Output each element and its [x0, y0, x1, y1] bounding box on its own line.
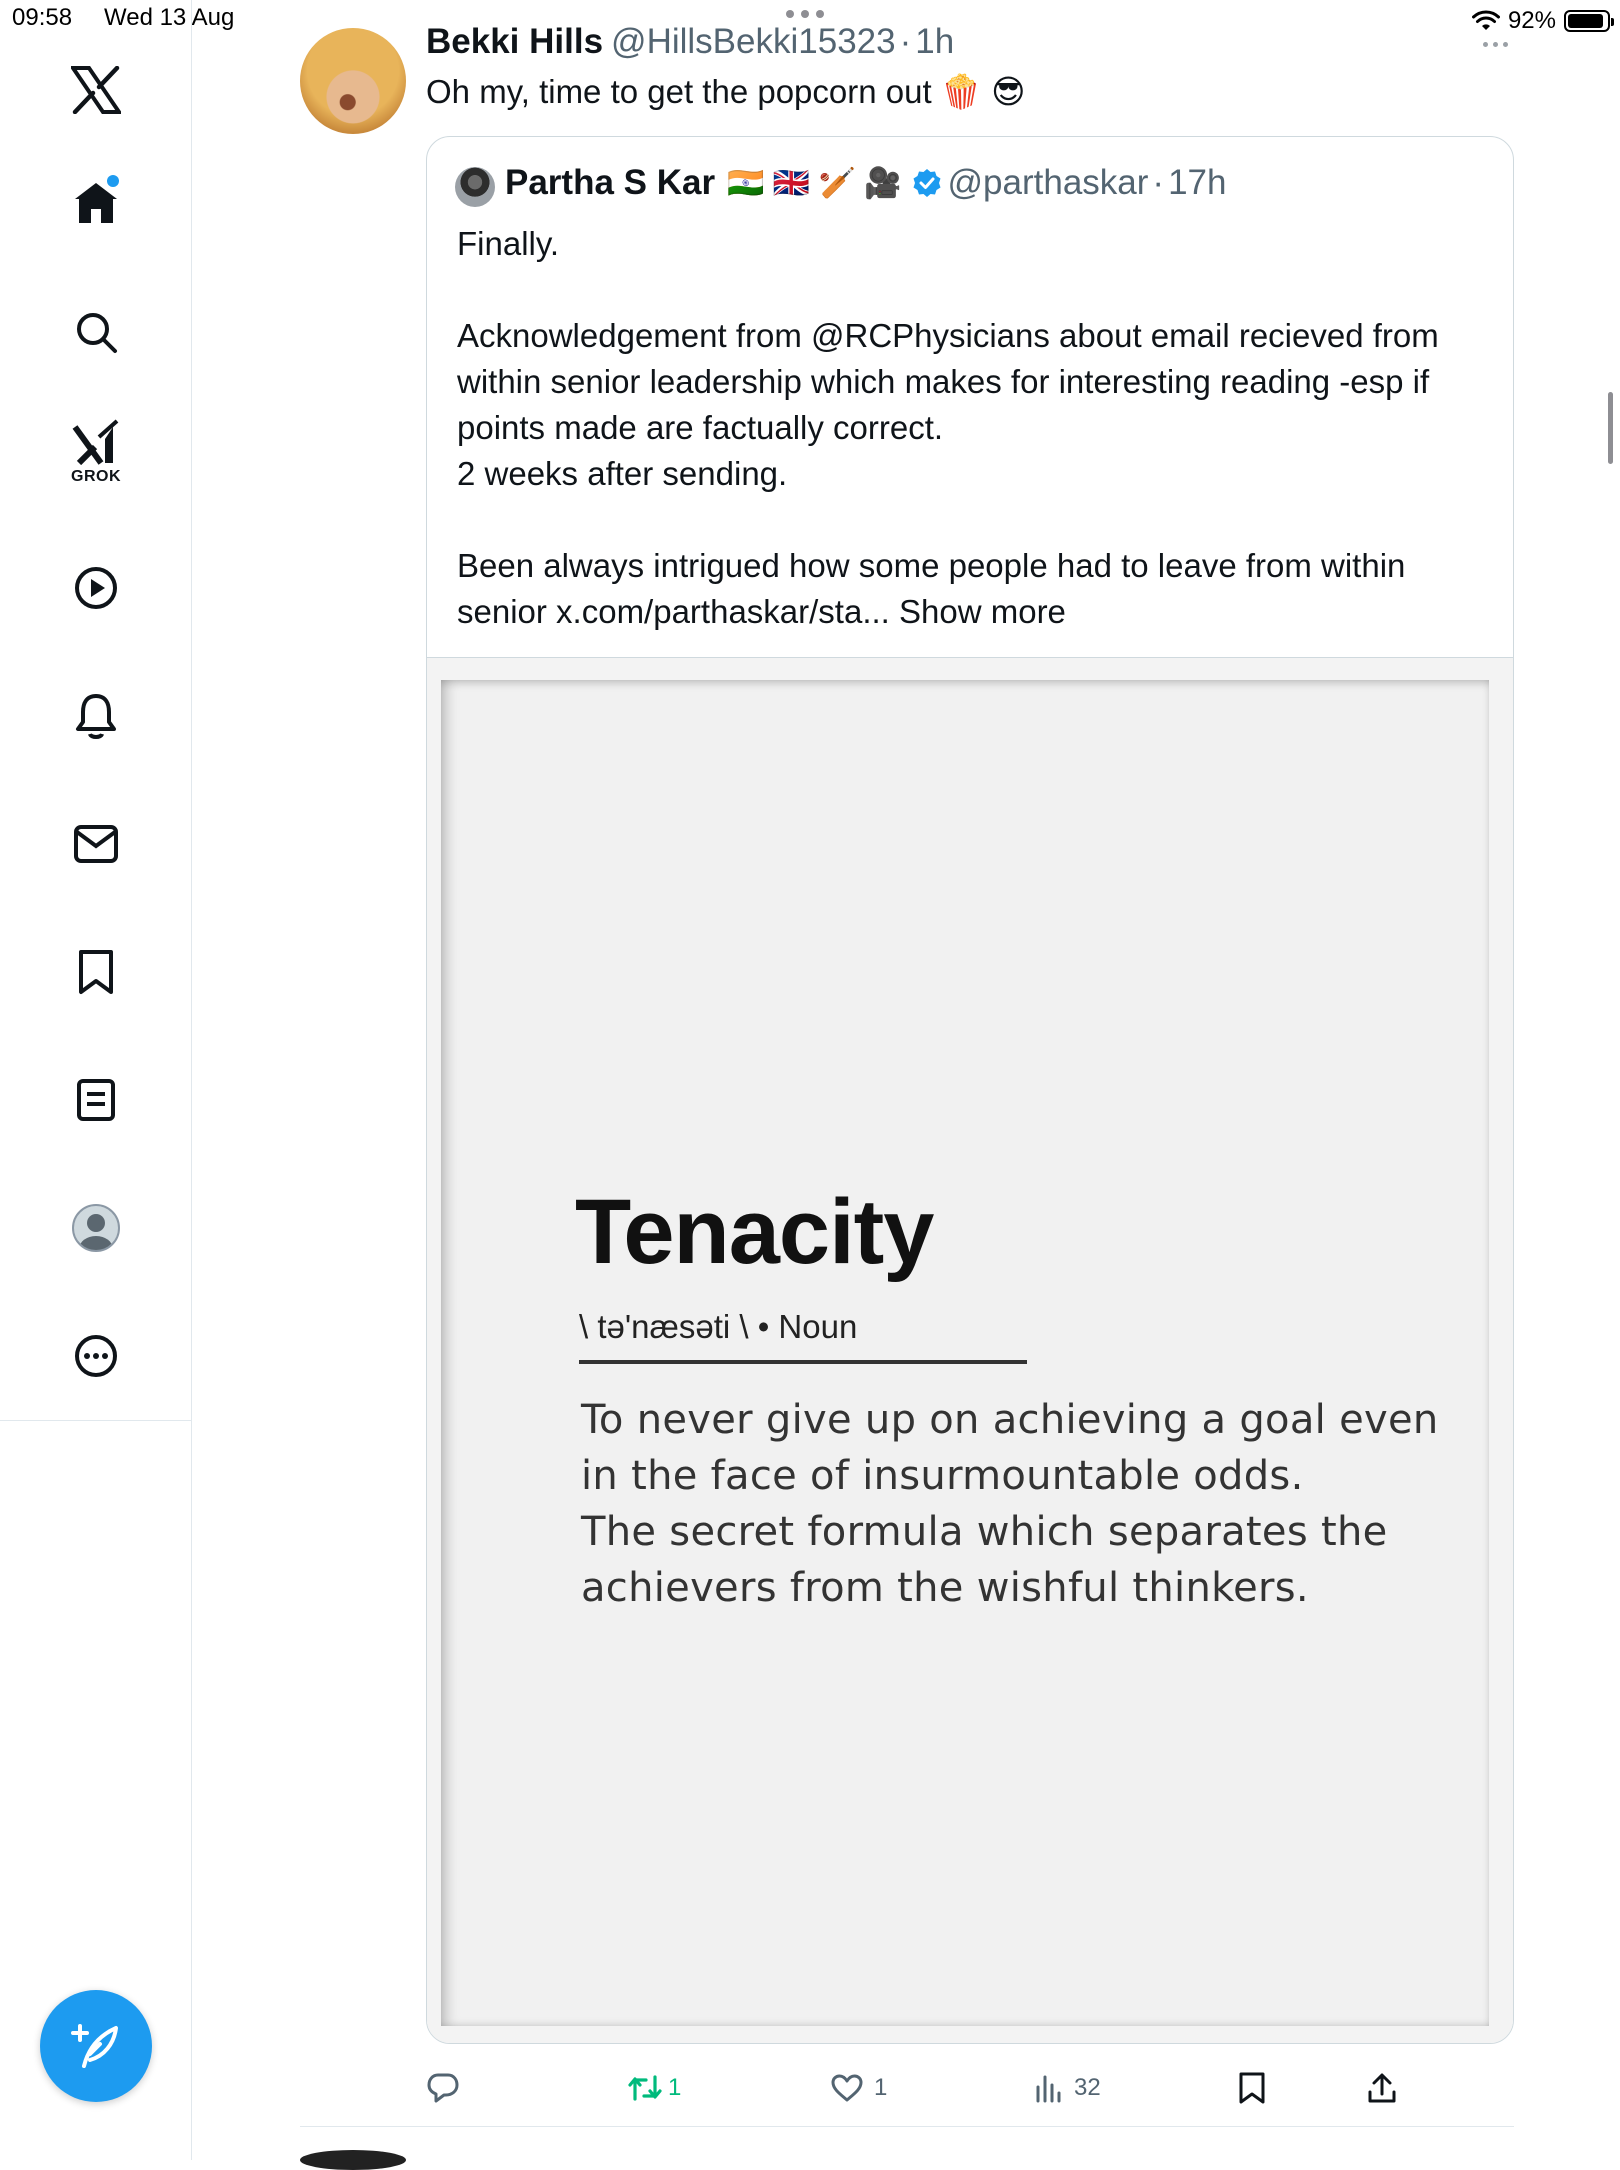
- quoted-tweet[interactable]: [426, 136, 1514, 2044]
- quoted-author-name-emojis: 🇮🇳 🇬🇧 🏏 🎥: [727, 166, 902, 200]
- bookmark-icon: [1238, 2071, 1266, 2105]
- retweet-icon: [626, 2073, 664, 2103]
- like-button[interactable]: [830, 2066, 887, 2110]
- retweet-count: 1: [668, 2074, 682, 2101]
- views-button[interactable]: [1034, 2066, 1101, 2110]
- search-icon[interactable]: [56, 292, 136, 372]
- heart-icon: [830, 2073, 864, 2103]
- poster-phonetic: \ tə'næsəti \ • Noun: [579, 1308, 858, 1345]
- multitasking-dots[interactable]: [786, 10, 824, 18]
- quoted-author-name[interactable]: Partha S Kar: [505, 163, 716, 202]
- tweet-divider: [300, 2126, 1514, 2127]
- quoted-line: points made are factually correct.: [457, 409, 944, 446]
- verified-badge-icon: [912, 168, 942, 198]
- x-logo-icon[interactable]: [56, 50, 136, 130]
- views-count: 32: [1074, 2074, 1101, 2101]
- grok-label: GROK: [71, 468, 121, 485]
- tenacity-poster: [441, 680, 1489, 2026]
- tweet-author-avatar[interactable]: [300, 28, 406, 134]
- poster-definition-line: achievers from the wishful thinkers.: [581, 1565, 1309, 1611]
- status-date: Wed 13 Aug: [104, 4, 235, 31]
- tweet-header: [426, 22, 954, 62]
- quoted-author-avatar[interactable]: [455, 167, 495, 207]
- status-indicators: [1472, 4, 1610, 38]
- scroll-indicator[interactable]: [1608, 392, 1613, 464]
- home-unread-badge: [107, 175, 119, 187]
- poster-word: Tenacity: [575, 1181, 934, 1283]
- messages-icon[interactable]: [56, 804, 136, 884]
- poster-definition-line: in the face of insurmountable odds.: [581, 1453, 1304, 1499]
- sidebar-divider: [0, 1420, 192, 1421]
- status-time: 09:58: [12, 4, 73, 31]
- quoted-line: Acknowledgement from @RCPhysicians about email recieved from: [457, 317, 1439, 354]
- quoted-time[interactable]: 17h: [1168, 163, 1227, 202]
- retweet-button[interactable]: [626, 2066, 681, 2110]
- quoted-tweet-text: [457, 221, 1487, 635]
- lists-icon[interactable]: [56, 1060, 136, 1140]
- window-options-dots[interactable]: [1483, 42, 1508, 47]
- tweet-author-handle[interactable]: @HillsBekki15323: [611, 22, 896, 61]
- tweet-text: Oh my, time to get the popcorn out 🍿 😎: [426, 73, 1026, 110]
- share-button[interactable]: [1366, 2066, 1398, 2110]
- compose-post-icon: [70, 2020, 122, 2072]
- poster-divider: [579, 1360, 1027, 1364]
- notifications-icon[interactable]: [56, 676, 136, 756]
- video-icon[interactable]: [56, 548, 136, 628]
- like-count: 1: [874, 2074, 888, 2101]
- bookmark-button[interactable]: [1238, 2066, 1266, 2110]
- more-icon[interactable]: [56, 1316, 136, 1396]
- battery-icon: [1564, 10, 1610, 32]
- views-chart-icon: [1034, 2073, 1064, 2103]
- quoted-tweet-header: [505, 163, 1226, 203]
- quoted-line-show-more[interactable]: senior x.com/parthaskar/sta... Show more: [457, 593, 1066, 630]
- poster-definition-line: To never give up on achieving a goal even: [581, 1397, 1439, 1443]
- battery-percent: 92%: [1507, 7, 1556, 34]
- poster-definition-line: The secret formula which separates the: [581, 1509, 1388, 1555]
- poster-definition: [581, 1392, 1439, 1616]
- quoted-separator: ·: [1152, 163, 1165, 202]
- tweet-time[interactable]: 1h: [915, 22, 955, 61]
- reply-button[interactable]: [426, 2066, 470, 2110]
- wifi-icon: [1472, 10, 1500, 32]
- compose-post-button[interactable]: [40, 1990, 152, 2102]
- grok-icon[interactable]: [56, 412, 136, 492]
- next-tweet-avatar[interactable]: [300, 2150, 406, 2170]
- quoted-line: 2 weeks after sending.: [457, 455, 788, 492]
- quoted-line: within senior leadership which makes for interesting reading -esp if: [457, 363, 1430, 400]
- tweet-author-name[interactable]: Bekki Hills: [426, 22, 604, 61]
- quoted-line: Been always intrigued how some people had to leave from within: [457, 547, 1406, 584]
- tweet-separator: ·: [899, 22, 912, 61]
- profile-icon[interactable]: [56, 1188, 136, 1268]
- home-icon[interactable]: [56, 162, 136, 242]
- share-icon: [1366, 2072, 1398, 2104]
- quoted-author-handle[interactable]: @parthaskar: [947, 163, 1149, 202]
- quoted-line: Finally.: [457, 225, 560, 262]
- quoted-tweet-image[interactable]: [427, 657, 1513, 2044]
- bookmarks-icon[interactable]: [56, 932, 136, 1012]
- reply-icon: [426, 2072, 460, 2104]
